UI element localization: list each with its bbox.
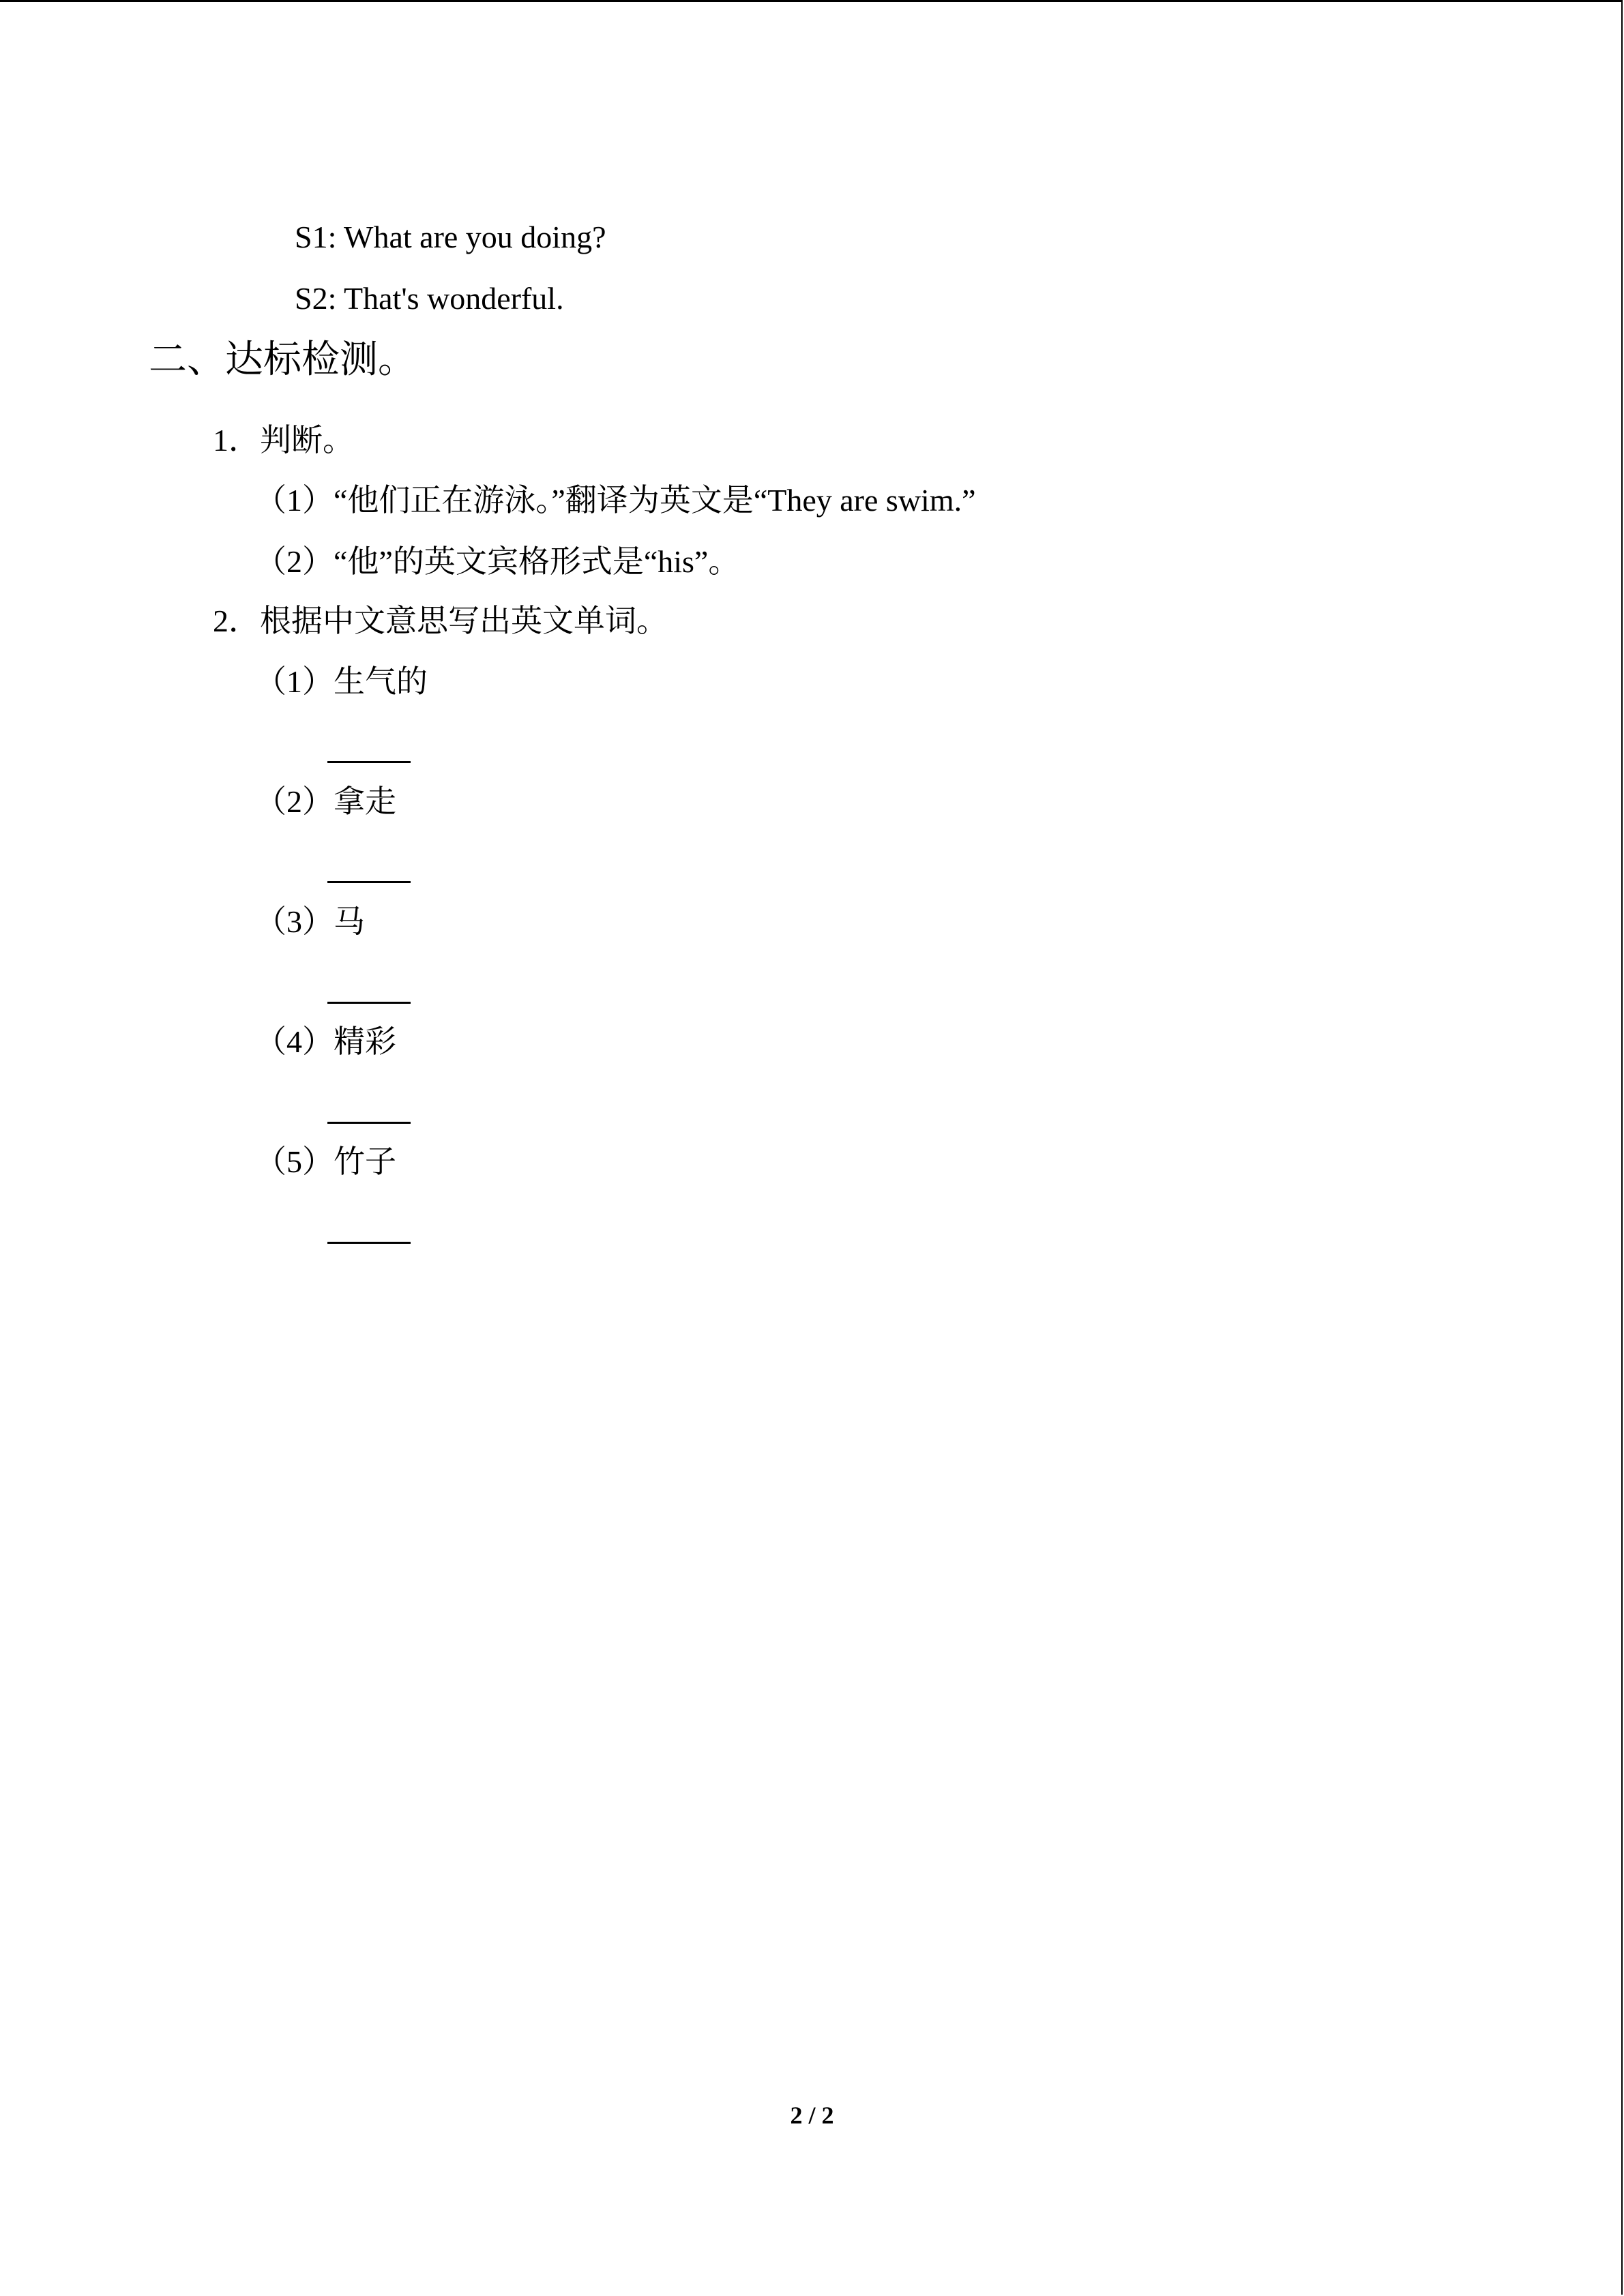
answer-blank-4[interactable] xyxy=(327,1122,411,1124)
answer-blank-1[interactable] xyxy=(327,761,411,763)
question-1-item-1: （1）“他们正在游泳。”翻译为英文是“They are swim.” xyxy=(255,483,976,518)
dialogue-line-s1: S1: What are you doing? xyxy=(295,220,606,254)
question-2-item-2: （2）拿走 xyxy=(255,784,396,819)
question-2-item-1: （1）生气的 xyxy=(255,664,428,699)
question-2-item-3: （3）马 xyxy=(255,904,365,939)
answer-blank-2[interactable] xyxy=(327,881,411,883)
section-title: 二、达标检测。 xyxy=(149,339,416,381)
question-1-item-2: （2）“他”的英文宾格形式是“his”。 xyxy=(255,544,740,579)
page-number: 2 / 2 xyxy=(790,2102,834,2129)
answer-blank-3[interactable] xyxy=(327,1002,411,1004)
answer-blank-5[interactable] xyxy=(327,1242,411,1244)
dialogue-line-s2: S2: That's wonderful. xyxy=(295,281,564,316)
question-2-title: 2．根据中文意思写出英文单词。 xyxy=(213,603,668,638)
question-2-item-4: （4）精彩 xyxy=(255,1024,396,1059)
question-1-title: 1．判断。 xyxy=(213,423,354,458)
question-2-item-5: （5）竹子 xyxy=(255,1144,396,1179)
